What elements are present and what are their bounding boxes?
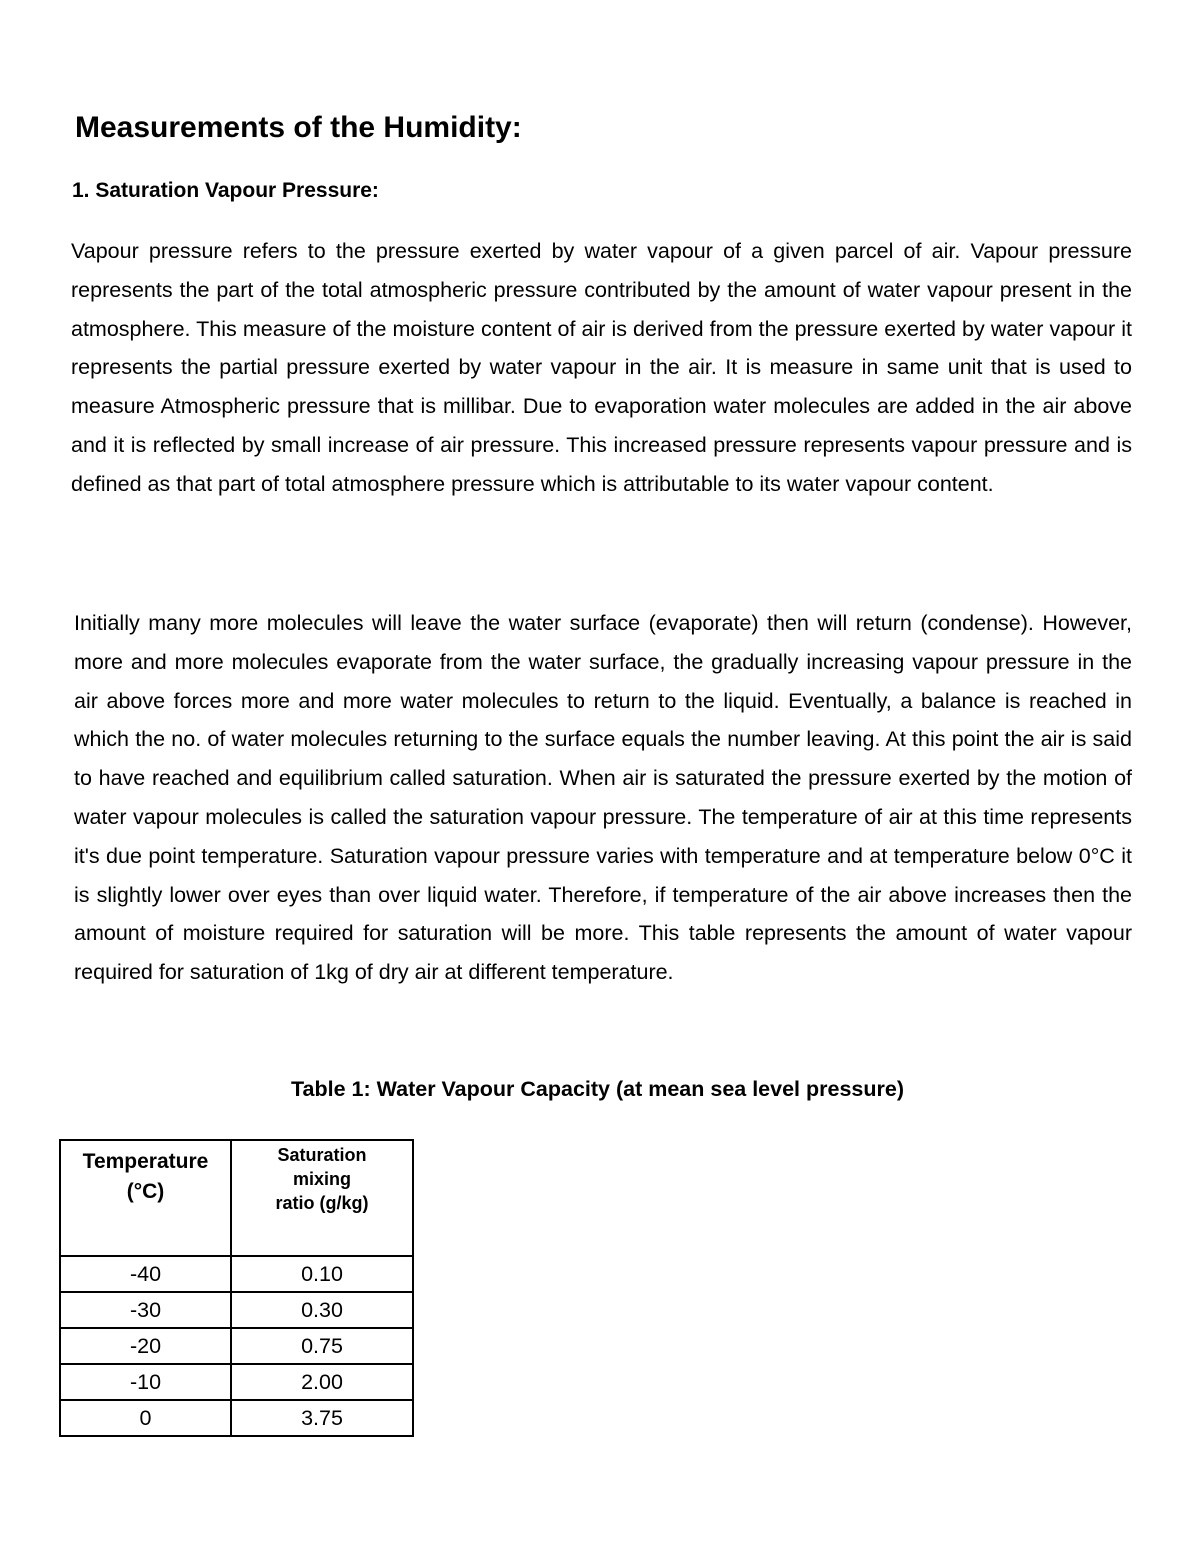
cell-ratio: 0.30 [231,1292,413,1328]
cell-temperature: -40 [60,1256,231,1292]
header-line: Saturation [277,1145,367,1165]
body-paragraph: Initially many more molecules will leave the water surface (evaporate) then will return (condense). However, more and more molecules evaporate from the water surface, the gradually increasing vapour pressure in the air above forces more and more water molecules to return to the liquid. Eventually, a balance is reached in which the no. of water molecules returning to the surface equals the number leaving. At this point the air is said to have reached and equilibrium called saturation. When air is saturated the pressure exerted by the motion of water vapour molecules is called the saturation vapour pressure. The temperature of air at this time represents it's due point temperature. Saturation vapour pressure varies with temperature and at temperature below 0°C it is slightly lower over eyes than over liquid water. Therefore, if temperature of the air above increases then the amount of moisture required for saturation will be more. This table represents the amount of water vapour required for saturation of 1kg of dry air at different temperature. [74,611,1132,985]
table-row [60,1400,413,1436]
cell-temperature: -10 [60,1364,231,1400]
header-line: mixing [292,1169,351,1189]
table-row [60,1328,413,1364]
header-temperature [60,1140,231,1256]
body-paragraph: Vapour pressure refers to the pressure exerted by water vapour of a given parcel of air. Vapour pressure represents the part of the total atmospheric pressure contributed by the amount of water vapour present in the atmosphere. This measure of the moisture content of air is derived from the pressure exerted by water vapour it represents the partial pressure exerted by water vapour in the air. It is measure in same unit that is used to measure Atmospheric pressure that is millibar. Due to evaporation water molecules are added in the air above and it is reflected by small increase of air pressure. This increased pressure represents vapour pressure and is defined as that part of total atmosphere pressure which is attributable to its water vapour content. [71,239,1132,496]
table-caption: Table 1: Water Vapour Capacity (at mean sea level pressure) [291,1077,904,1101]
cell-temperature: -20 [60,1328,231,1364]
table-row [60,1292,413,1328]
header-line: Temperature [82,1150,209,1173]
water-vapour-capacity-table [59,1139,414,1437]
cell-temperature: -30 [60,1292,231,1328]
header-saturation-ratio [231,1140,413,1256]
cell-temperature: 0 [60,1400,231,1436]
cell-ratio: 0.10 [231,1256,413,1292]
cell-ratio: 2.00 [231,1364,413,1400]
table-row [60,1256,413,1292]
header-line: ratio (g/kg) [275,1193,369,1213]
page-title: Measurements of the Humidity: [75,111,522,144]
table-header-row [60,1140,413,1256]
cell-ratio: 0.75 [231,1328,413,1364]
header-line: (°C) [126,1180,165,1203]
cell-ratio: 3.75 [231,1400,413,1436]
table-row [60,1364,413,1400]
section-heading: 1. Saturation Vapour Pressure: [72,179,379,202]
